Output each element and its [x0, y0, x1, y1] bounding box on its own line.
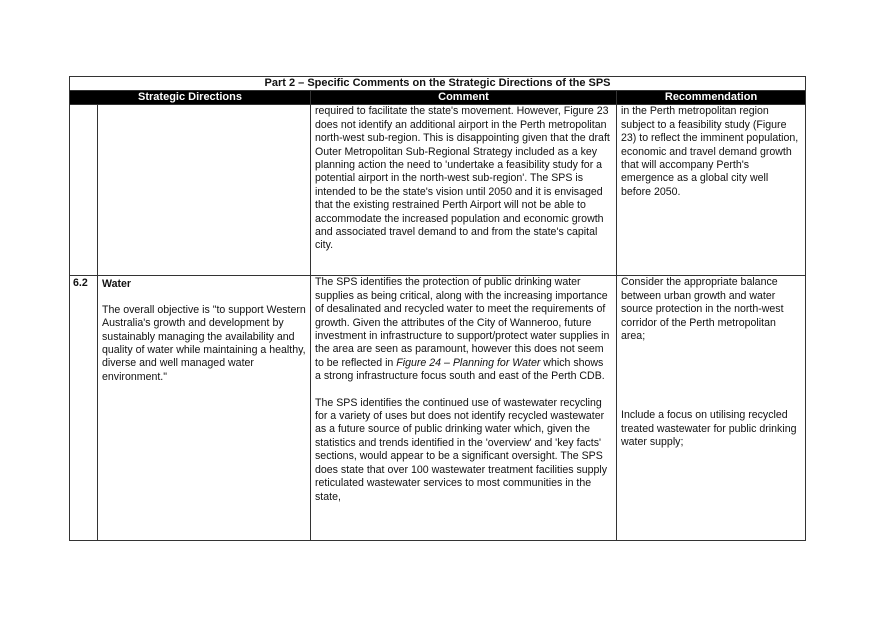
table-header-row	[70, 91, 806, 105]
objective-text: The overall objective is "to support Western Australia's growth and development by sustainably managing the availability and quality of water while maintaining a healthy, diverse and well managed water environment."	[102, 303, 306, 383]
row-number-cell	[70, 105, 98, 276]
figure-reference: Figure 24 – Planning for Water	[396, 356, 541, 369]
recommendation-text: in the Perth metropolitan region subject to a feasibility study (Figure 23) to reflect the imminent population, economic and travel demand growth that will accompany Perth's emergence as a global city well before 2050.	[621, 105, 799, 198]
recommendation-text-1: Consider the appropriate balance between urban growth and water source protection in the north-west corridor of the Perth metropolitan area;	[621, 276, 784, 343]
strategic-cell	[98, 105, 311, 276]
strategic-cell	[98, 276, 311, 541]
table-row-continued	[70, 105, 806, 276]
table-title: Part 2 – Specific Comments on the Strategic Directions of the SPS	[70, 77, 806, 91]
header-recommendation: Recommendation	[617, 91, 806, 105]
table-title-row	[70, 77, 806, 91]
comment-text-1-after: which shows a strong infrastructure focus south and east of the Perth CDB.	[315, 356, 605, 383]
comment-cell	[311, 105, 617, 276]
comment-text-1	[315, 276, 612, 383]
strategic-comments-table	[69, 76, 806, 541]
comment-cell	[311, 276, 617, 541]
section-number: 6.2	[73, 277, 88, 290]
table-row-water	[70, 276, 806, 541]
comment-text-2: The SPS identifies the continued use of wastewater recycling for a variety of uses but does not identify recycled wastewater as a future source of public drinking water which, given the statistics and trends identified in the 'overview' and 'key facts' sections, would appear to be a significant oversight. The SPS does state that over 100 wastewater treatment facilities supply reticulated wastewater services to most communities in the state,	[315, 396, 608, 503]
document-page	[69, 76, 805, 541]
header-comment: Comment	[311, 91, 617, 105]
recommendation-text-2: Include a focus on utilising recycled treated wastewater for public drinking water supply;	[621, 409, 797, 449]
header-strategic-directions: Strategic Directions	[70, 91, 311, 105]
recommendation-cell	[617, 276, 806, 541]
row-number-cell	[70, 276, 98, 541]
comment-text: required to facilitate the state's movement. However, Figure 23 does not identify an additional airport in the Perth metropolitan north-west sub-region. This is disappointing given that the draft Outer Metropolitan Sub-Regional Strategy included as a key planning action the need to 'undertake a feasibility study for a potential airport in the north-west sub-region'. The SPS is intended to be the state's vision until 2050 and it is envisaged that the existing restrained Perth Airport will not be able to accommodate the increased population and economic growth and associated travel demand to and from the state's capital city.	[315, 105, 610, 252]
recommendation-cell	[617, 105, 806, 276]
comment-text-1-before: The SPS identifies the protection of public drinking water supplies as being critical, along with the increasing importance of desalinated and recycled water to meet the requirements of growth. Given the attributes of the City of Wanneroo, future investment in infrastructure to support/protect water supplies in the area are seen as paramount, however this does not seem to be reflected in	[315, 276, 610, 369]
section-heading: Water	[102, 278, 132, 291]
